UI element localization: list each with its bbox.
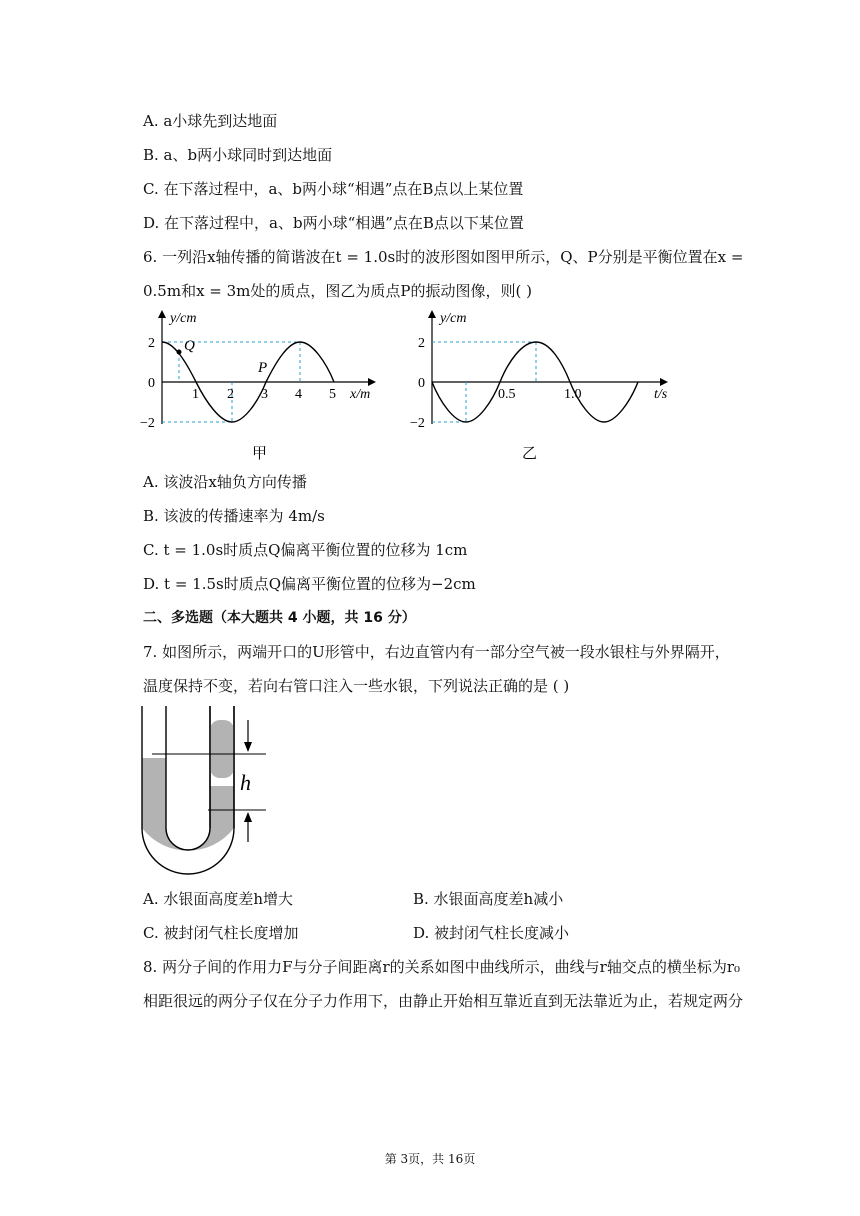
u-tube-h-label: h: [240, 770, 251, 795]
q7-option-d: D. 被封闭气柱长度减小: [413, 924, 570, 942]
q6-option-d: D. t = 1.5s时质点Q偏离平衡位置的位移为−2cm: [143, 575, 476, 593]
q6-option-b: B. 该波的传播速率为 4m/s: [143, 507, 325, 525]
q6-stem-line2: 0.5m和x = 3m处的质点，图乙为质点P的振动图像，则( ): [143, 282, 532, 300]
q8-stem-line2: 相距很远的两分子仅在分子力作用下，由静止开始相互靠近直到无法靠近为止，若规定两分: [143, 992, 744, 1010]
page-footer: 第 3页，共 16页: [384, 1152, 476, 1166]
yi-x-tick-0-5: 0.5: [498, 387, 516, 402]
yi-x-tick-1-0: 1.0: [564, 387, 582, 402]
figure-yi-caption: 乙: [522, 446, 538, 462]
q5-option-a: A. a小球先到达地面: [143, 112, 278, 130]
figure-jia-wave-graph: [140, 306, 390, 466]
jia-y-tick-0: 0: [148, 376, 155, 391]
jia-y-axis-label: y/cm: [170, 311, 197, 326]
q5-option-c: C. 在下落过程中，a、b两小球“相遇”点在B点以上某位置: [143, 180, 524, 198]
figure-jia-caption: 甲: [252, 446, 268, 462]
q7-stem-line2: 温度保持不变，若向右管口注入一些水银，下列说法正确的是 ( ): [143, 677, 570, 695]
section2-header: 二、多选题（本大题共 4 小题，共 16 分）: [143, 610, 416, 626]
figure-yi-vibration-graph: [410, 306, 680, 466]
jia-x-axis-label: x/m: [350, 387, 371, 402]
yi-x-axis-label: t/s: [654, 387, 668, 402]
yi-y-axis-label: y/cm: [440, 311, 467, 326]
point-q-dot: [177, 350, 182, 355]
yi-y-tick-0: 0: [418, 376, 425, 391]
u-tube-figure: [138, 706, 288, 878]
jia-x-tick-4: 4: [295, 387, 302, 402]
q8-stem-line1: 8. 两分子间的作用力F与分子间距离r的关系如图中曲线所示，曲线与r轴交点的横坐标为r₀: [143, 958, 741, 976]
jia-x-tick-2: 2: [227, 387, 234, 402]
q5-option-b: B. a、b两小球同时到达地面: [143, 146, 333, 164]
q6-option-c: C. t = 1.0s时质点Q偏离平衡位置的位移为 1cm: [143, 541, 468, 559]
q7-option-a: A. 水银面高度差h增大: [143, 890, 294, 908]
q7-option-b: B. 水银面高度差h减小: [413, 890, 564, 908]
jia-y-tick-2: 2: [148, 336, 155, 351]
jia-x-tick-1: 1: [192, 387, 199, 402]
point-p-label: P: [258, 360, 268, 376]
yi-y-tick-neg2: −2: [410, 416, 425, 431]
q5-option-d: D. 在下落过程中，a、b两小球“相遇”点在B点以下某位置: [143, 214, 524, 232]
jia-y-tick-neg2: −2: [140, 416, 155, 431]
point-q-label: Q: [184, 338, 195, 354]
q7-stem-line1: 7. 如图所示，两端开口的U形管中，右边直管内有一部分空气被一段水银柱与外界隔开，: [143, 643, 730, 661]
jia-x-tick-5: 5: [329, 387, 336, 402]
yi-y-tick-2: 2: [418, 336, 425, 351]
q7-option-c: C. 被封闭气柱长度增加: [143, 924, 299, 942]
q6-stem-line1: 6. 一列沿x轴传播的简谐波在t = 1.0s时的波形图如图甲所示，Q、P分别是平衡位置在x =: [143, 248, 744, 266]
q6-option-a: A. 该波沿x轴负方向传播: [143, 473, 307, 491]
jia-x-tick-3: 3: [261, 387, 268, 402]
